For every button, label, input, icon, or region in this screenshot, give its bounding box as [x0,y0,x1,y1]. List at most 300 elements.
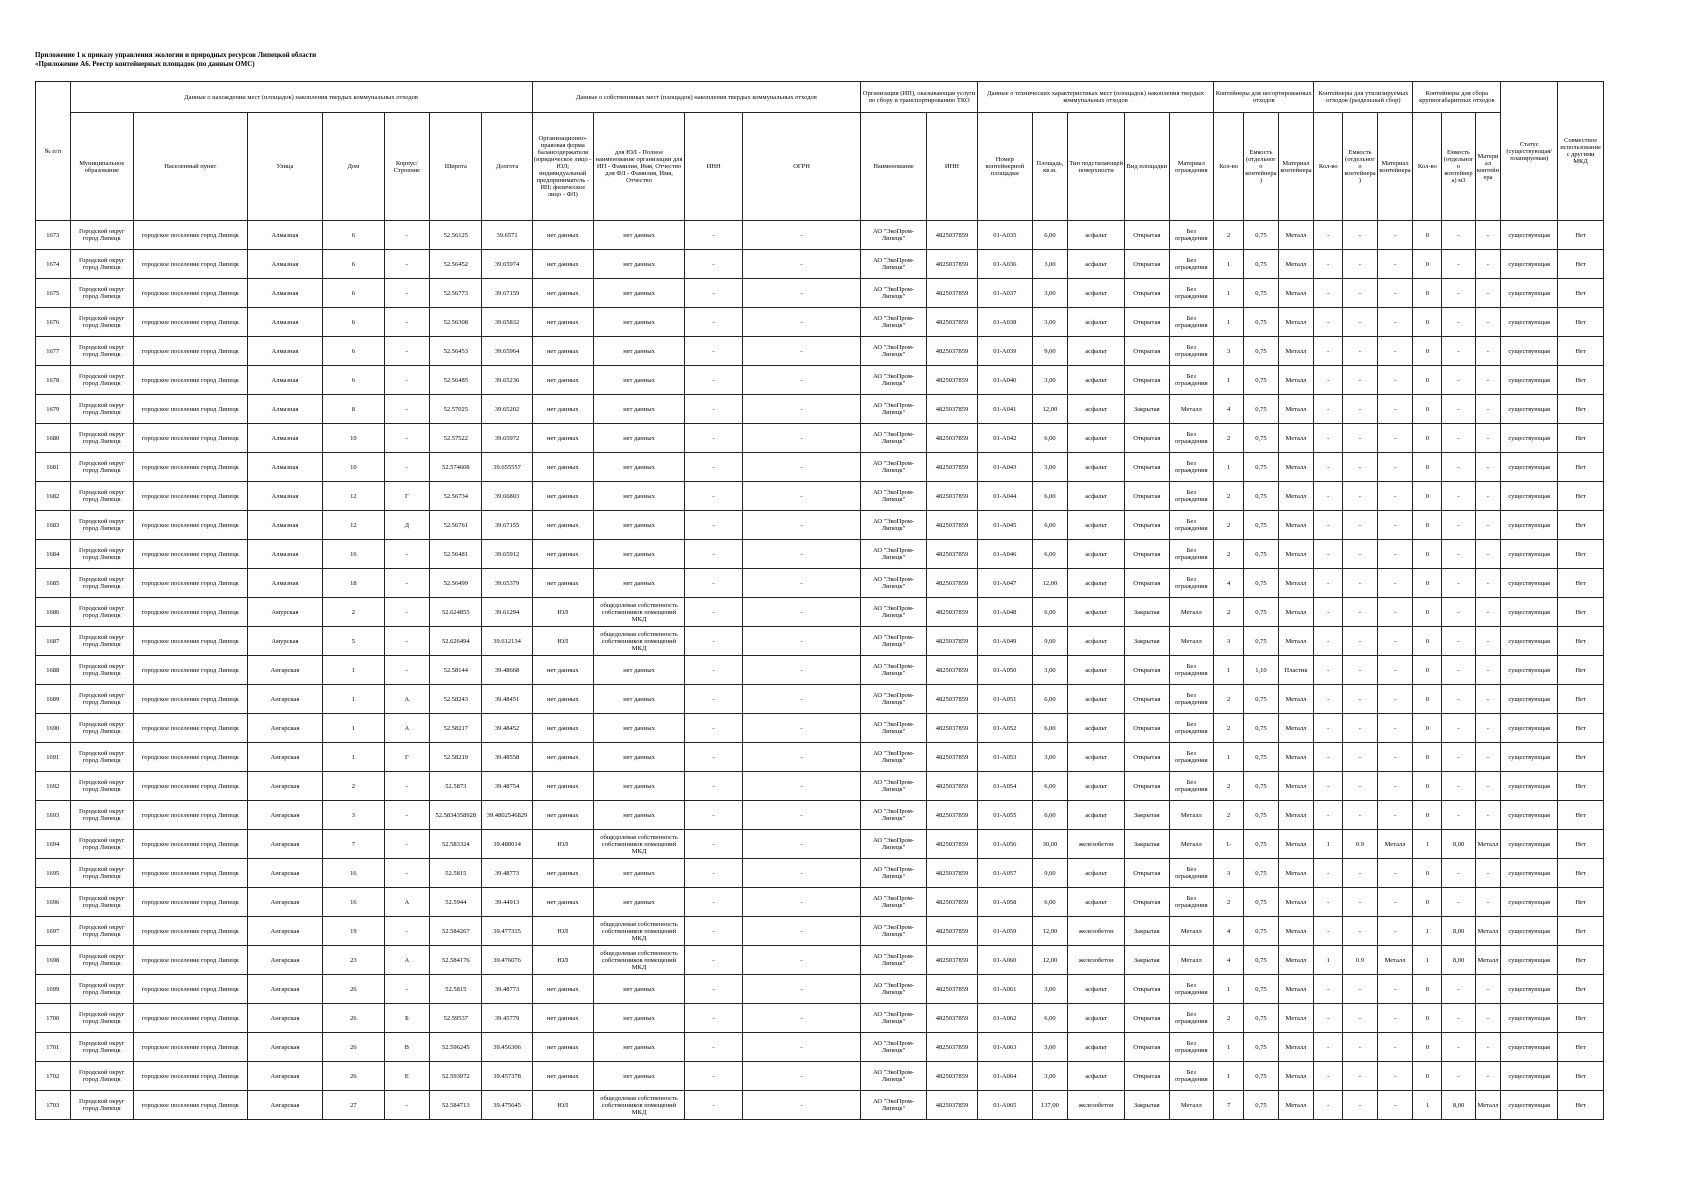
table-cell [1278,540,1314,569]
table-cell [247,946,323,975]
table-cell [1169,830,1214,859]
col-header: ОГРН [743,113,861,221]
cell-text: Алмазная [271,492,299,500]
table-cell [1475,395,1501,424]
cell-text: - [405,840,408,848]
table-cell [1501,772,1558,801]
table-cell [978,627,1033,656]
cell-text: 3 [351,811,356,819]
table-cell [1278,1033,1314,1062]
cell-text: Городской округ город Липецк [78,402,125,416]
table-cell [1475,975,1501,1004]
table-cell [685,685,743,714]
cell-text: Открытая [1133,579,1161,587]
cell-text: 52.57025 [443,405,468,413]
table-cell [1068,366,1125,395]
cell-text: - [1358,898,1362,906]
table-cell [685,656,743,685]
cell-text: - [1393,608,1397,616]
table-cell [593,975,684,1004]
cell-text: - [1358,289,1362,297]
cell-text: 9,00 [1044,637,1056,645]
table-cell [532,946,593,975]
cell-text: АО "ЭкоПром-Липецк" [872,402,915,416]
cell-text: - [712,492,715,500]
cell-text: 0,75 [1255,840,1267,848]
table-cell [1558,598,1604,627]
cell-text: - [1327,608,1330,616]
table-cell [685,772,743,801]
cell-text: Нет [1575,1014,1586,1022]
cell-text: 39.45779 [494,1014,520,1022]
table-cell [593,917,684,946]
table-cell [36,859,71,888]
table-cell [1278,743,1314,772]
cell-text: 52.596245 [442,1043,470,1051]
cell-text: Металл [1285,695,1307,703]
table-cell [1314,1004,1343,1033]
table-cell [247,1033,323,1062]
table-cell [1278,801,1314,830]
cell-text: железобетон [1078,956,1114,964]
cell-text: Ангарская [270,840,300,848]
cell-text: 01-А060 [993,956,1017,964]
cell-text: 0,75 [1255,318,1267,326]
cell-text: 4825037859 [935,579,969,587]
table-cell [1343,511,1378,540]
cell-text: 0 [1425,260,1429,268]
table-cell [1214,859,1244,888]
cell-text: - [800,347,803,355]
cell-text: Металл [1285,782,1307,790]
cell-text: - [1486,376,1490,384]
table-cell [532,366,593,395]
cell-text: 3,00 [1044,753,1056,761]
table-cell [743,859,861,888]
table-cell [1214,1091,1244,1120]
table-cell [1278,453,1314,482]
table-cell [323,250,384,279]
cell-text: Городской округ город Липецк [78,692,125,706]
table-cell [1032,453,1068,482]
cell-text: - [1457,231,1460,239]
table-cell [926,1062,977,1091]
table-cell [1343,714,1378,743]
cell-text: 0 [1425,550,1429,558]
cell-text: - [1457,1014,1460,1022]
table-cell [1068,656,1125,685]
table-cell [926,1091,977,1120]
cell-text: 0,75 [1255,985,1267,993]
table-cell [133,714,247,743]
cell-text: АО "ЭкоПром-Липецк" [872,315,915,329]
table-cell [1501,801,1558,830]
table-cell [1032,424,1068,453]
cell-text: Без ограждения [1174,489,1208,503]
group-header-recyclable: Контейнеры для утилизируемых отходов (раздельный сбор) [1314,82,1413,113]
table-cell [430,888,482,917]
table-cell [1214,627,1244,656]
cell-text: 0,75 [1255,724,1267,732]
table-cell [133,221,247,250]
cell-text: Ангарская [270,753,300,761]
table-cell [323,279,384,308]
cell-text: - [405,985,408,993]
cell-text: Без ограждения [1174,228,1208,242]
table-cell [1244,685,1279,714]
cell-text: - [1393,637,1397,645]
cell-text: 3,00 [1044,260,1056,268]
table-cell [743,772,861,801]
table-cell [743,830,861,859]
cell-text: Нет [1575,463,1586,471]
cell-text: АО "ЭкоПром-Липецк" [872,286,915,300]
cell-text: АО "ЭкоПром-Липецк" [872,547,915,561]
table-cell [1278,308,1314,337]
table-cell [1244,453,1279,482]
table-cell [532,337,593,366]
cell-text: - [1486,898,1490,906]
cell-text: - [712,231,715,239]
cell-text: - [1486,347,1490,355]
cell-text: асфальт [1085,289,1108,297]
table-cell [1501,1091,1558,1120]
table-cell [1032,975,1068,1004]
cell-text: нет данных [546,579,579,587]
table-cell [926,424,977,453]
table-cell [36,743,71,772]
cell-text: 1 [1425,927,1429,935]
group-header-unsorted: Контейнеры для несортированных отходов [1214,82,1314,113]
cell-text: 4825037859 [935,405,969,413]
cell-text: - [1457,347,1460,355]
cell-text: - [405,782,408,790]
cell-text: Городской округ город Липецк [78,634,125,648]
cell-text: - [1393,1072,1397,1080]
table-cell [1244,598,1279,627]
cell-text: Алмазная [271,434,299,442]
table-cell [1377,946,1413,975]
cell-text: Б [404,1014,409,1022]
table-cell [743,598,861,627]
cell-text: - [405,811,408,819]
cell-text: - [800,1014,803,1022]
cell-text: - [1393,1014,1397,1022]
table-cell [1343,540,1378,569]
table-cell [1314,917,1343,946]
table-cell [1558,917,1604,946]
cell-text: 1 [351,666,356,674]
cell-text: - [1486,666,1490,674]
cell-text: 39.65832 [494,318,520,326]
table-cell [1377,366,1413,395]
table-cell [384,1033,430,1062]
table-cell [1314,685,1343,714]
cell-text: Открытая [1133,898,1161,906]
table-cell [1278,1004,1314,1033]
table-cell [1442,569,1475,598]
table-cell [1214,1062,1244,1091]
table-cell [1343,656,1378,685]
cell-text: 52.5815 [445,869,467,877]
cell-text: Металл [1477,1101,1499,1109]
cell-text: Металл [1285,811,1307,819]
table-cell [1314,511,1343,540]
table-cell [323,366,384,395]
table-cell [1032,279,1068,308]
cell-text: Городской округ город Липецк [78,460,125,474]
table-cell [1314,337,1343,366]
cell-text: - [1327,753,1330,761]
table-cell [70,540,133,569]
cell-text: АО "ЭкоПром-Липецк" [872,431,915,445]
table-cell [1244,395,1279,424]
table-cell [1214,1033,1244,1062]
table-cell [70,714,133,743]
table-cell [1314,308,1343,337]
cell-text: 4 [1226,927,1231,935]
cell-text: Нет [1575,405,1586,413]
table-cell [1475,279,1501,308]
col-header: Наименование [861,113,927,221]
cell-text: - [800,724,803,732]
table-cell [1343,1004,1378,1033]
col-header: Тип подстилающей поверхности [1068,113,1125,221]
cell-text: - [1358,869,1362,877]
col-header: Емкость (отдельного контейнера) [1343,113,1378,221]
cell-text: Ангарская [270,695,300,703]
table-cell [1068,453,1125,482]
table-cell [1343,772,1378,801]
table-cell [593,279,684,308]
table-cell [861,1091,927,1120]
cell-text: Закрытая [1133,956,1160,964]
table-cell [1214,279,1244,308]
table-row [36,859,1604,888]
table-cell [482,366,532,395]
table-cell [1244,772,1279,801]
cell-text: - [1393,318,1397,326]
document-heading [35,51,316,69]
table-cell [247,801,323,830]
cell-text: Ангарская [270,1043,300,1051]
table-cell [1413,1004,1442,1033]
table-cell [593,598,684,627]
cell-text: Ангарская [270,985,300,993]
table-cell [1125,743,1170,772]
cell-text: 52.5944 [445,898,467,906]
cell-text: 01-А043 [993,463,1017,471]
cell-text: - [1393,405,1397,413]
cell-text: общедолевая собственность собственников помещений МКД [600,920,678,942]
table-cell [978,366,1033,395]
cell-text: - [405,579,408,587]
cell-text: существующая [1508,985,1551,993]
cell-text: Д [404,521,410,529]
cell-text: 39.48452 [494,724,520,732]
table-cell [1501,1033,1558,1062]
cell-text: - [800,1043,803,1051]
table-cell [1244,482,1279,511]
table-cell [247,830,323,859]
cell-text: 4825037859 [935,927,969,935]
table-cell [1442,859,1475,888]
table-cell [926,801,977,830]
table-cell [743,743,861,772]
table-cell [1244,801,1279,830]
table-cell [1278,366,1314,395]
cell-text: существующая [1508,579,1551,587]
cell-text: АО "ЭкоПром-Липецк" [872,953,915,967]
cell-text: Открытая [1133,1072,1161,1080]
table-cell [133,453,247,482]
cell-text: - [405,463,408,471]
table-cell [384,946,430,975]
table-cell [1501,743,1558,772]
table-cell [685,714,743,743]
cell-text: 6,00 [1044,695,1056,703]
table-cell [384,627,430,656]
cell-text: 6,00 [1044,550,1056,558]
cell-text: 3,00 [1044,463,1056,471]
cell-text: - [712,695,715,703]
table-cell [593,859,684,888]
col-header: Организационно-правовая форма балансодержателя (юридическое лицо - ЮЛ; индивидуальный предприниматель - ИП; физическое лицо - ФЛ) [532,113,593,221]
cell-text: Ангарская [270,1101,300,1109]
table-cell [1032,250,1068,279]
cell-text: - [712,724,715,732]
cell-text: 4825037859 [935,811,969,819]
cell-text: нет данных [546,753,579,761]
table-cell [1068,1004,1125,1033]
table-cell [1475,598,1501,627]
cell-text: - [1393,869,1397,877]
cell-text: - [1327,637,1330,645]
table-cell [743,1004,861,1033]
cell-text: 6,00 [1044,724,1056,732]
cell-text: 30,00 [1042,840,1058,848]
table-cell [926,250,977,279]
table-cell [978,1004,1033,1033]
table-cell [861,772,927,801]
cell-text: Городской округ город Липецк [78,605,125,619]
cell-text: нет данных [546,434,579,442]
cell-text: нет данных [623,405,655,413]
table-cell [247,888,323,917]
table-cell [70,366,133,395]
table-cell [1343,221,1378,250]
table-cell [36,279,71,308]
table-cell [323,1091,384,1120]
table-cell [1377,975,1413,1004]
cell-text: 0,75 [1255,695,1267,703]
cell-text: Металл [1285,840,1307,848]
table-cell [247,1062,323,1091]
table-cell [482,1062,532,1091]
cell-text: 0 [1425,405,1429,413]
cell-text: Металл [1285,724,1307,732]
cell-text: 1 [1425,956,1429,964]
table-cell [70,1062,133,1091]
cell-text: 1 [1226,985,1231,993]
table-cell [430,685,482,714]
cell-text: городское поселение город Липецк [141,260,239,268]
table-cell [247,743,323,772]
cell-text: 0,75 [1255,463,1267,471]
cell-text: 4825037859 [935,695,969,703]
cell-text: Нет [1575,521,1586,529]
cell-text: Без ограждения [1174,1040,1208,1054]
cell-text: асфальт [1085,1072,1108,1080]
table-cell [1244,279,1279,308]
cell-text: - [1327,492,1330,500]
cell-text: Городской округ город Липецк [78,837,125,851]
table-cell [70,453,133,482]
cell-text: Открытая [1133,347,1161,355]
cell-text: 0,75 [1255,347,1267,355]
cell-text: ЮЛ [557,840,569,848]
table-cell [861,250,927,279]
cell-text: 2 [351,608,356,616]
table-cell [1558,511,1604,540]
table-cell [247,569,323,598]
table-cell [532,424,593,453]
table-cell [70,627,133,656]
table-cell [384,1004,430,1033]
table-cell [1314,888,1343,917]
table-row [36,656,1604,685]
cell-text: - [1486,405,1490,413]
table-cell [36,250,71,279]
cell-text: Ангарская [270,724,300,732]
table-row [36,540,1604,569]
cell-text: 39.48773 [494,869,520,877]
cell-text: 0,75 [1255,1014,1267,1022]
table-cell [323,424,384,453]
cell-text: Металл [1285,637,1307,645]
table-cell [1214,308,1244,337]
cell-text: - [800,289,803,297]
cell-text: асфальт [1085,782,1108,790]
table-cell [1032,627,1068,656]
cell-text: асфальт [1085,811,1108,819]
cell-text: нет данных [546,782,579,790]
cell-text: ЮЛ [557,956,569,964]
table-cell [430,801,482,830]
table-cell [1413,482,1442,511]
cell-text: 0,75 [1255,231,1267,239]
table-cell [1244,1004,1279,1033]
table-cell [861,511,927,540]
cell-text: Без ограждения [1174,460,1208,474]
cell-text: 3,00 [1044,1043,1056,1051]
table-cell [1032,511,1068,540]
table-cell [482,395,532,424]
cell-text: 4825037859 [935,724,969,732]
table-cell [384,772,430,801]
cell-text: Г [404,492,409,500]
table-cell [593,308,684,337]
table-cell [384,540,430,569]
table-cell [36,888,71,917]
cell-text: городское поселение город Липецк [141,840,239,848]
table-cell [1169,279,1214,308]
cell-text: - [1327,869,1330,877]
table-cell [743,540,861,569]
cell-text: 01-А061 [993,985,1017,993]
table-cell [1068,569,1125,598]
table-cell [1169,627,1214,656]
